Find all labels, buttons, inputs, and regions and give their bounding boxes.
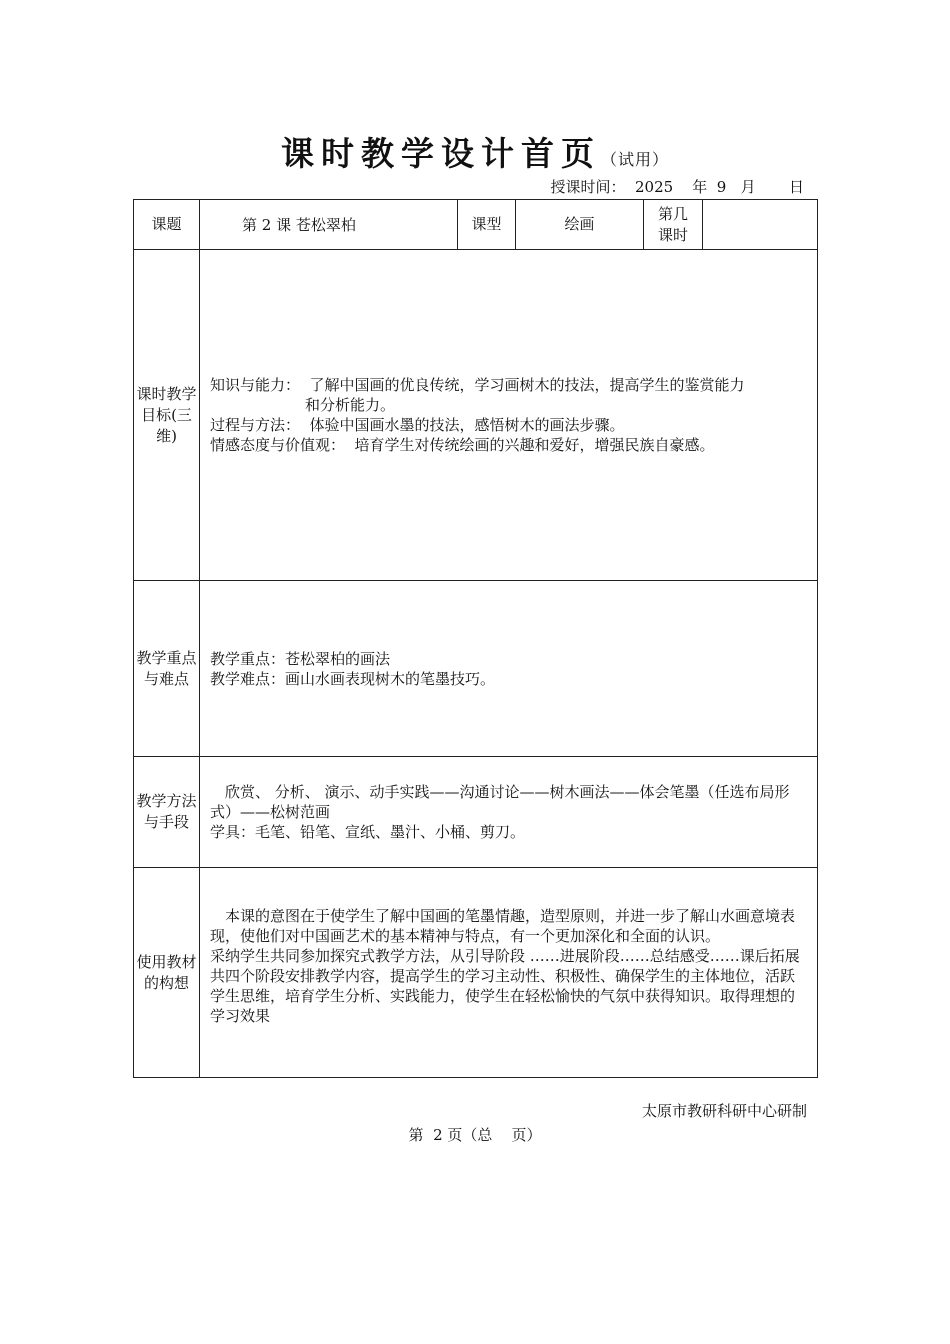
objective-knowledge-cont: 和分析能力。 [305,396,396,414]
lesson-design-table [133,199,818,1078]
objective-attitude: 情感态度与价值观： 培育学生对传统绘画的兴趣和爱好，增强民族自豪感。 [210,436,715,454]
methods-tools: 学具：毛笔、铅笔、宣纸、墨汁、小桶、剪刀。 [210,823,526,841]
objective-knowledge-text: 了解中国画的优良传统，学习画树木的技法，提高学生的鉴赏能力 [309,376,745,394]
methods-content[interactable] [200,757,818,868]
page-title: 课时教学设计首页 [280,134,601,173]
objectives-label: 课时教学目标(三维) [134,250,200,581]
lesson-type-label: 课型 [458,200,516,250]
key-point: 教学重点：苍松翠柏的画法 [210,649,391,668]
topic-value[interactable]: 第 2 课 苍松翠柏 [200,200,458,250]
keypoints-content[interactable] [200,581,818,757]
concept-paragraph-1: 本课的意图在于使学生了解中国画的笔墨情趣，造型原则，并进一步了解山水画意境表现，使他们对中国画艺术的基本精神与特点，有一个更加深化和全面的认识。 [210,907,796,945]
objectives-content[interactable] [200,250,818,581]
concept-content[interactable] [200,868,818,1078]
table-row-topic [134,200,818,250]
objective-process: 过程与方法： 体验中国画水墨的技法，感悟树木的画法步骤。 [210,416,625,434]
lesson-type-value[interactable]: 绘画 [516,200,644,250]
period-label: 第几课时 [644,200,703,250]
methods-steps: 欣赏、 分析、 演示、动手实践——沟通讨论——树木画法——体会笔墨（任选布局形式）——松树范画 [210,783,790,821]
objective-knowledge [210,375,809,395]
table-row-concept [134,868,818,1078]
footer-organization: 太原市教研科研中心研制 [641,1102,807,1120]
table-row-methods [134,757,818,868]
table-row-objectives [134,250,818,581]
page-title-note: （试用） [600,150,669,169]
footer-page-number: 第 2 页（总 页） [408,1126,542,1144]
keypoints-label: 教学重点与难点 [134,581,200,757]
page-title-block [0,128,950,175]
table-row-keypoints [134,581,818,757]
topic-label: 课题 [134,200,200,250]
concept-paragraph-2: 采纳学生共同参加探究式教学方法，从引导阶段 ……进展阶段……总结感受……课后拓展共四个阶段安排教学内容，提高学生的学习主动性、积极性、确保学生的主体地位，活跃学生思维，培育学生分析、实践能力，使学生在轻松愉快的气氛中获得知识。取得理想的学习效果 [210,947,800,1025]
class-date-line: 授课时间： 2025 年 9 月 日 [550,178,804,196]
period-value[interactable] [703,200,818,250]
methods-label: 教学方法与手段 [134,757,200,868]
concept-label: 使用教材的构想 [134,868,200,1078]
objective-knowledge-label: 知识与能力： [210,376,310,394]
difficult-point: 教学难点：画山水画表现树木的笔墨技巧。 [210,669,496,688]
